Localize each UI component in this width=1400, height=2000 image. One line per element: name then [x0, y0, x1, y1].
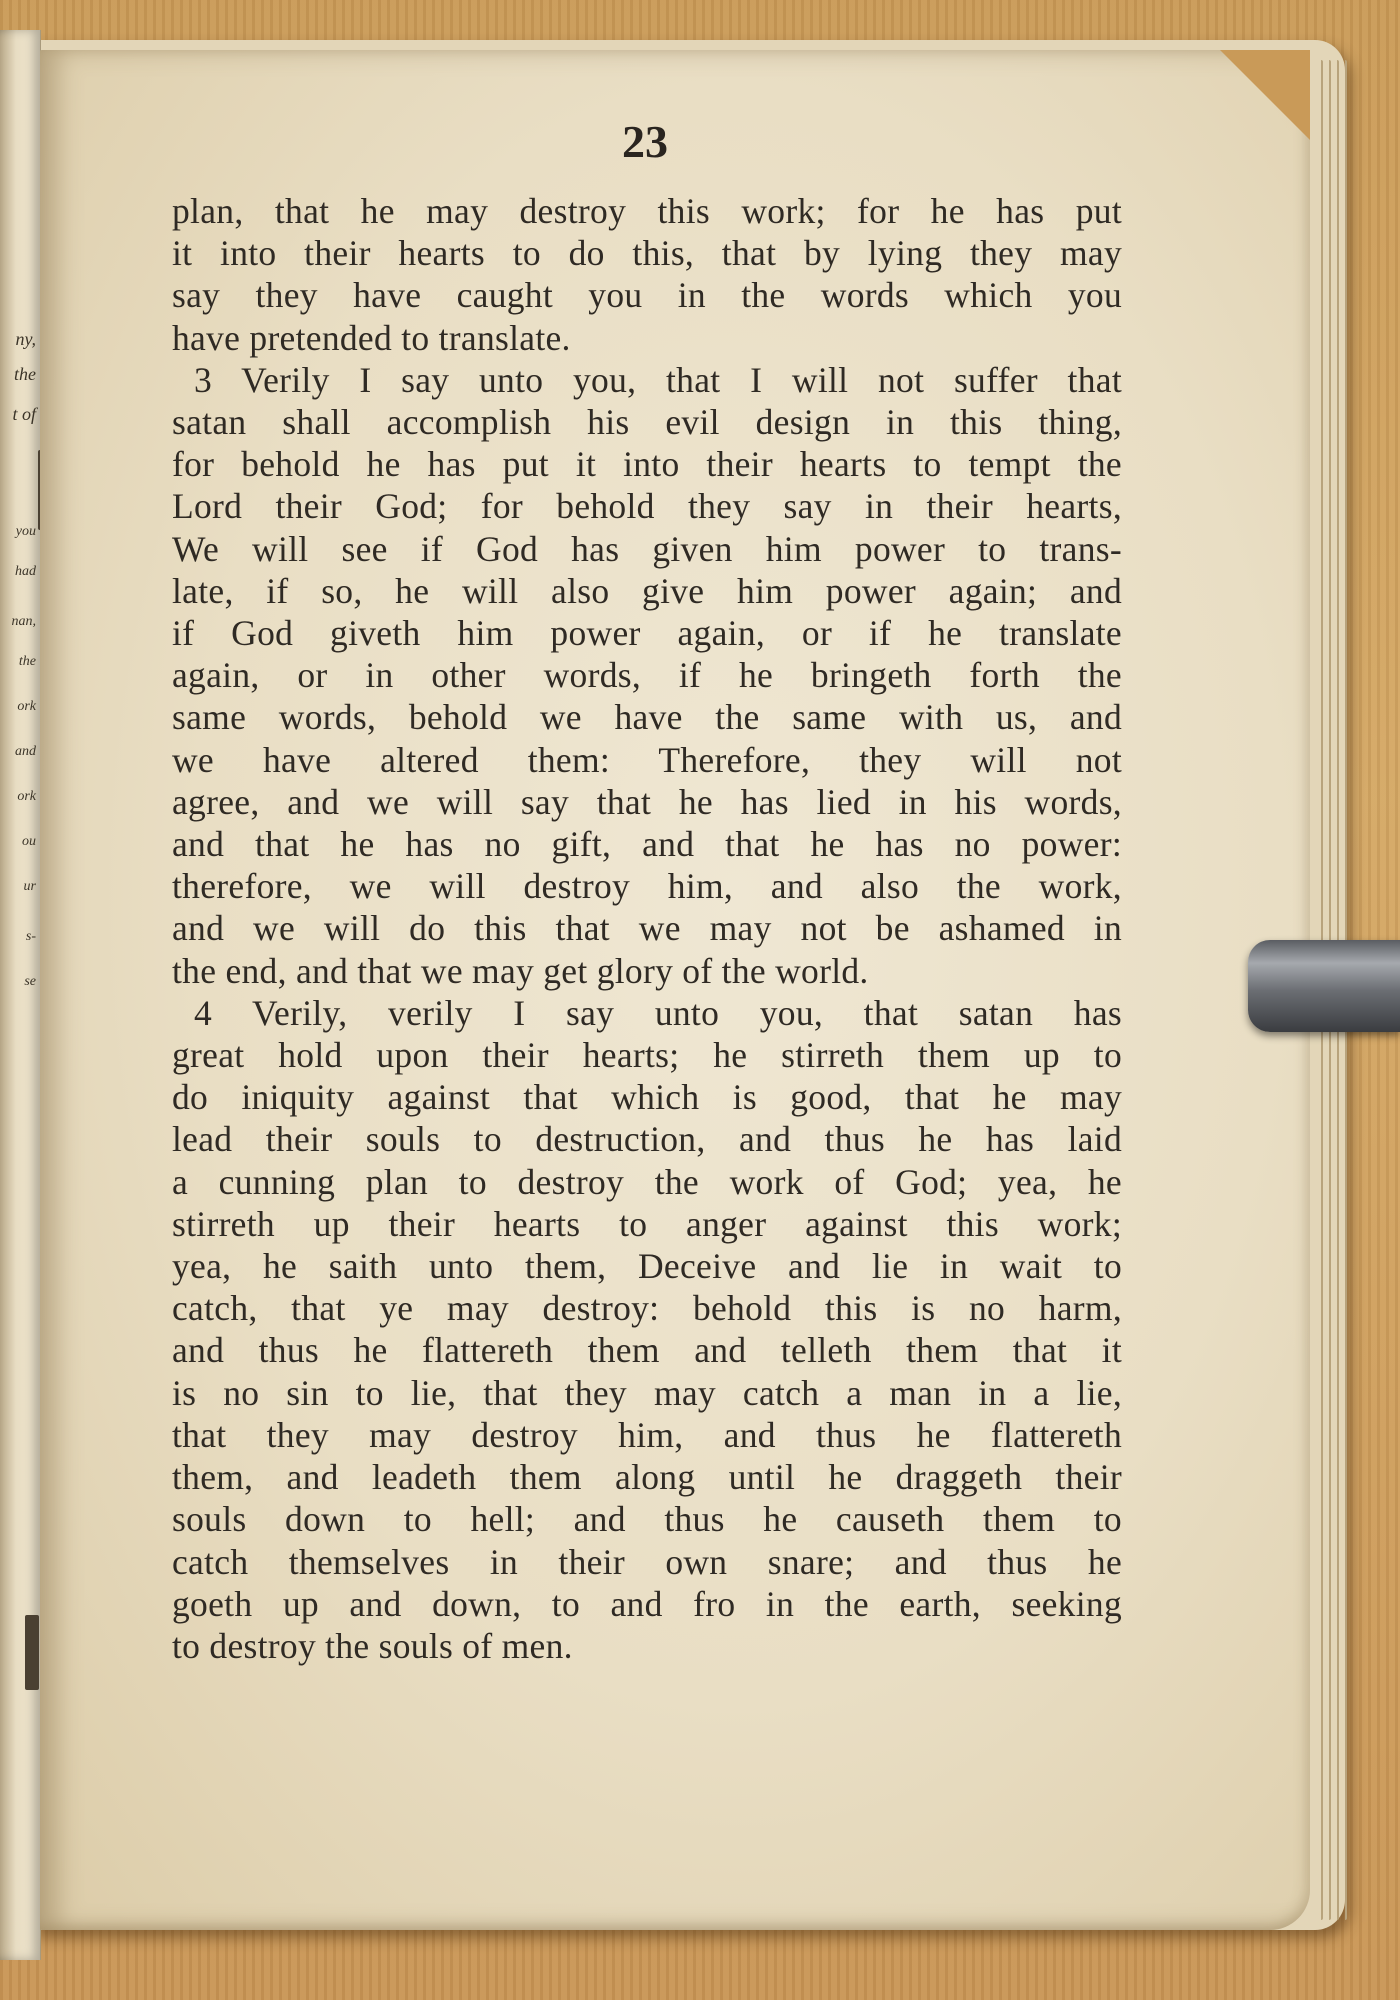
text-line: a cunning plan to destroy the work of God; yea, he: [172, 1161, 1122, 1202]
text-line: if God giveth him power again, or if he translate: [172, 613, 1122, 654]
metal-page-clip: [1248, 940, 1400, 1032]
text-line: Lord their God; for behold they say in their hearts,: [172, 486, 1122, 527]
text-line: great hold upon their hearts; he stirreth them up to: [172, 1035, 1122, 1076]
text-line: the end, and that we may get glory of the world.: [172, 950, 869, 991]
left-page-fragment: the: [18, 654, 36, 669]
left-page-fragment: ur: [23, 879, 36, 894]
left-page-fragment: s-: [25, 929, 36, 944]
left-page-fragment: had: [15, 564, 36, 579]
text-line: we have altered them: Therefore, they will not: [172, 739, 1122, 780]
left-page-fragment: t of: [12, 404, 36, 424]
text-line: stirreth up their hearts to anger against this work;: [172, 1203, 1122, 1244]
text-line: goeth up and down, to and fro in the earth, seeking: [172, 1583, 1122, 1624]
page-text: [172, 190, 1122, 1667]
text-line: catch, that ye may destroy: behold this is no harm,: [172, 1288, 1122, 1329]
left-page-fragment: the: [14, 364, 36, 384]
left-page-fragment: se: [24, 974, 36, 989]
page-number: 23: [622, 116, 668, 167]
left-page-fragment: ork: [17, 699, 36, 714]
text-line: to destroy the souls of men.: [172, 1625, 573, 1666]
text-line: lead their souls to destruction, and thus he has laid: [172, 1119, 1122, 1160]
book-page: [40, 50, 1310, 1930]
text-line: 3 Verily I say unto you, that I will not suffer that: [194, 359, 1122, 400]
text-line: 4 Verily, verily I say unto you, that satan has: [194, 992, 1122, 1033]
text-line: and that he has no gift, and that he has no power:: [172, 824, 1122, 865]
text-line: yea, he saith unto them, Deceive and lie in wait to: [172, 1246, 1122, 1287]
text-line: it into their hearts to do this, that by lying they may: [172, 233, 1122, 274]
binding-hole: [25, 1615, 39, 1690]
left-page-fragment: ork: [17, 789, 36, 804]
left-page-fragment: you: [15, 524, 36, 539]
left-page-fragment: nan,: [11, 614, 36, 629]
text-line: satan shall accomplish his evil design in this thing,: [172, 402, 1122, 443]
left-page-fragment: ou: [22, 834, 36, 849]
text-line: agree, and we will say that he has lied in his words,: [172, 781, 1122, 822]
text-line: late, if so, he will also give him power again; and: [172, 570, 1122, 611]
text-line: and we will do this that we may not be ashamed in: [172, 908, 1122, 949]
text-line: plan, that he may destroy this work; for he has put: [172, 191, 1122, 231]
left-page-fragment: ny,: [15, 329, 36, 349]
text-line: again, or in other words, if he bringeth forth the: [172, 655, 1122, 696]
text-line: do iniquity against that which is good, that he may: [172, 1077, 1122, 1118]
text-line: We will see if God has given him power to trans-: [172, 528, 1122, 569]
text-line: have pretended to translate.: [172, 317, 571, 358]
text-line: for behold he has put it into their hearts to tempt the: [172, 444, 1122, 485]
text-line: therefore, we will destroy him, and also the work,: [172, 866, 1122, 907]
text-line: catch themselves in their own snare; and thus he: [172, 1541, 1122, 1582]
text-line: same words, behold we have the same with us, and: [172, 697, 1122, 738]
text-line: that they may destroy him, and thus he flattereth: [172, 1414, 1122, 1455]
left-page-fragment: and: [15, 744, 36, 759]
text-line: say they have caught you in the words which you: [172, 275, 1122, 316]
text-line: and thus he flattereth them and telleth them that it: [172, 1330, 1122, 1371]
text-line: them, and leadeth them along until he draggeth their: [172, 1457, 1122, 1498]
text-line: is no sin to lie, that they may catch a man in a lie,: [172, 1372, 1122, 1413]
text-line: souls down to hell; and thus he causeth them to: [172, 1499, 1122, 1540]
